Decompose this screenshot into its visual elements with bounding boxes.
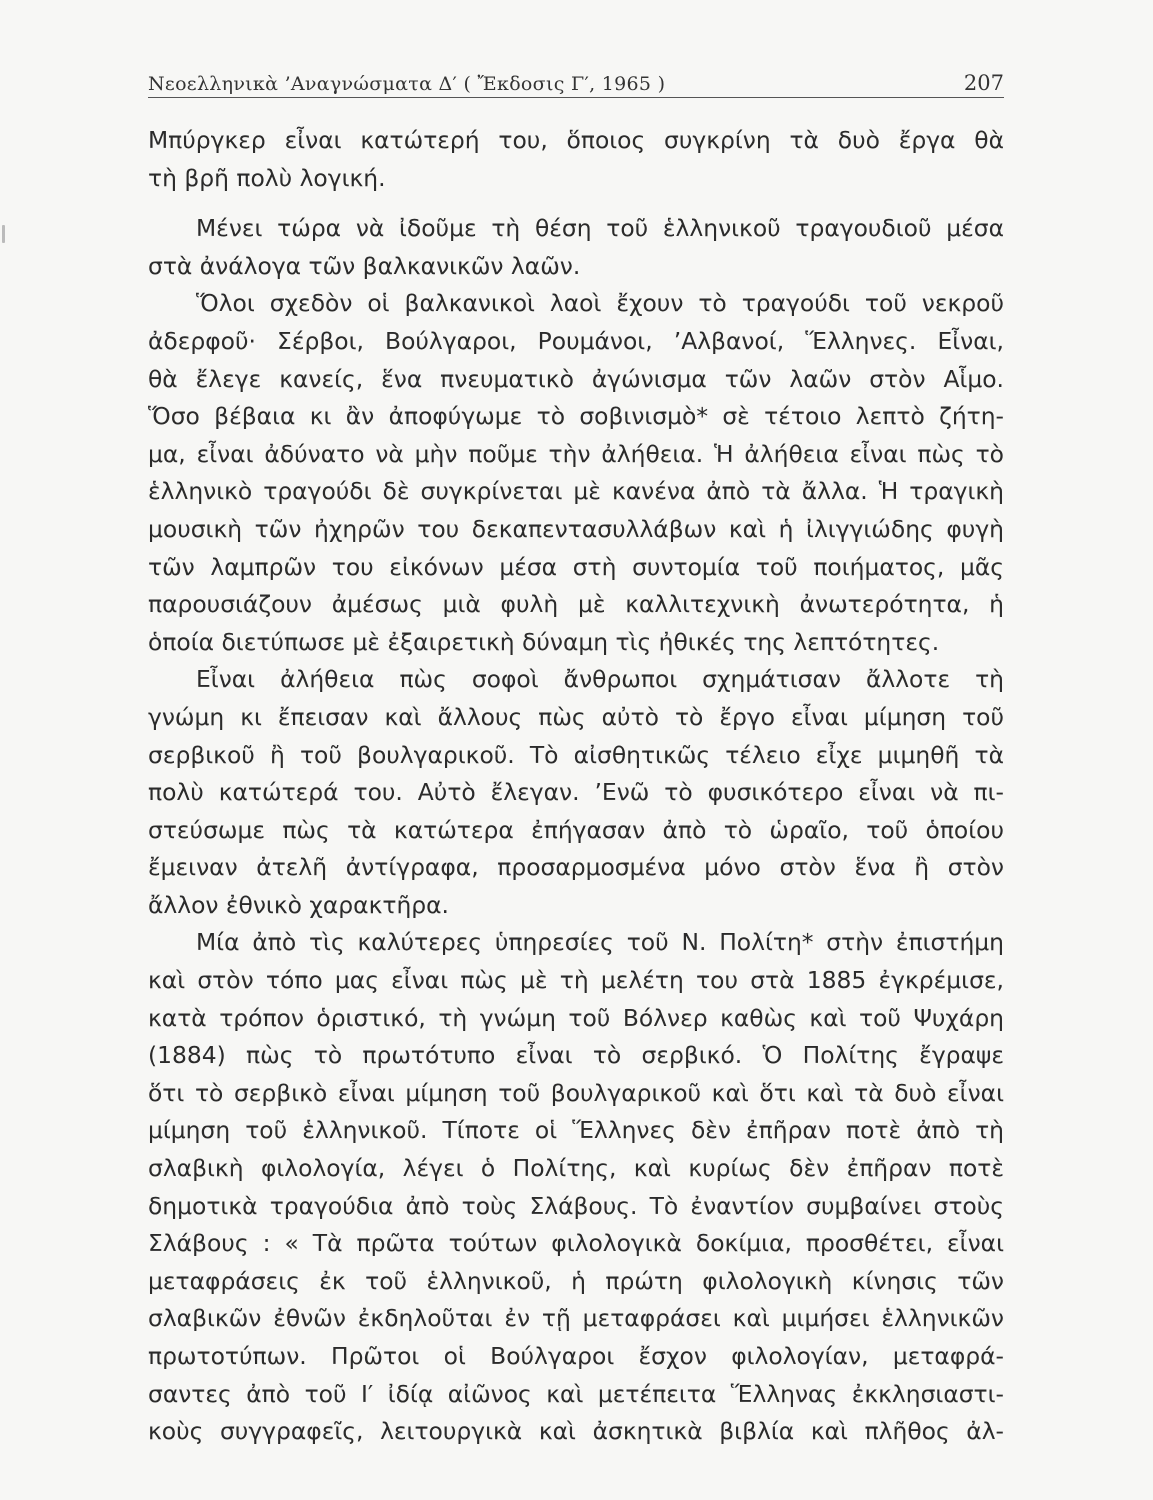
text-line: μα, εἶναι ἀδύνατο νὰ μὴν ποῦμε τὴν ἀλήθεια. Ἡ ἀλήθεια εἶναι πὼς τὸ bbox=[148, 439, 1004, 468]
text-line: σλαβικὴ φιλολογία, λέγει ὁ Πολίτης, καὶ κυρίως δὲν ἐπῆραν ποτὲ bbox=[148, 1154, 1004, 1183]
text-line: ἔμειναν ἀτελῆ ἀντίγραφα, προσαρμοσμένα μόνο στὸν ἕνα ἢ στὸν bbox=[148, 853, 1004, 882]
text-line: παρουσιάζουν ἀμέσως μιὰ φυλὴ μὲ καλλιτεχνικὴ ἀνωτερότητα, ἡ bbox=[148, 590, 1004, 619]
text-line: Μία ἀπὸ τὶς καλύτερες ὑπηρεσίες τοῦ Ν. Πολίτη* στὴν ἐπιστήμη bbox=[196, 928, 1004, 957]
text-line: ἑλληνικὸ τραγούδι δὲ συγκρίνεται μὲ κανένα ἀπὸ τὰ ἄλλα. Ἡ τραγικὴ bbox=[148, 477, 1004, 506]
text-line: Ὅσο βέβαια κι ἂν ἀποφύγωμε τὸ σοβινισμὸ* σὲ τέτοιο λεπτὸ ζήτη- bbox=[148, 402, 1004, 431]
text-line: Σλάβους : « Τὰ πρῶτα τούτων φιλολογικὰ δοκίμια, προσθέτει, εἶναι bbox=[148, 1229, 1004, 1258]
text-line: ἄλλον ἐθνικὸ χαρακτῆρα. bbox=[148, 890, 449, 919]
text-line: τὴ βρῆ πολὺ λογική. bbox=[148, 163, 386, 192]
text-line: σερβικοῦ ἢ τοῦ βουλγαρικοῦ. Τὸ αἰσθητικῶς τέλειο εἶχε μιμηθῆ τὰ bbox=[148, 740, 1004, 769]
text-line: (1884) πὼς τὸ πρωτότυπο εἶναι τὸ σερβικό. Ὁ Πολίτης ἔγραψε bbox=[148, 1041, 1004, 1070]
text-line: δημοτικὰ τραγούδια ἀπὸ τοὺς Σλάβους. Τὸ ἐναντίον συμβαίνει στοὺς bbox=[148, 1191, 1004, 1220]
text-line: κοὺς συγγραφεῖς, λειτουργικὰ καὶ ἀσκητικὰ βιβλία καὶ πλῆθος ἀλ- bbox=[148, 1417, 1004, 1446]
page-header bbox=[148, 58, 1004, 98]
text-line: σαντες ἀπὸ τοῦ Ι′ ἰδίᾳ αἰῶνος καὶ μετέπειτα Ἕλληνας ἐκκλησιαστι- bbox=[148, 1379, 1004, 1408]
running-title: Νεοελληνικὰ ’Αναγνώσματα Δ′ ( Ἔκδοσις Γ′, 1965 ) bbox=[148, 73, 666, 95]
text-line: ἀδερφοῦ· Σέρβοι, Βούλγαροι, Ρουμάνοι, ’Αλβανοί, Ἕλληνες. Εἶναι, bbox=[148, 326, 1004, 355]
text-line: πολὺ κατώτερά του. Αὐτὸ ἔλεγαν. ’Ενῶ τὸ φυσικότερο εἶναι νὰ πι- bbox=[148, 778, 1004, 807]
text-line: Εἶναι ἀλήθεια πὼς σοφοὶ ἄνθρωποι σχημάτισαν ἄλλοτε τὴ bbox=[196, 665, 1004, 694]
text-line: Μπύργκερ εἶναι κατώτερή του, ὅποιος συγκρίνη τὰ δυὸ ἔργα θὰ bbox=[148, 126, 1004, 154]
text-line: γνώμη κι ἔπεισαν καὶ ἄλλους πὼς αὐτὸ τὸ ἔργο εἶναι μίμηση τοῦ bbox=[148, 702, 1004, 731]
text-line: Μένει τώρα νὰ ἰδοῦμε τὴ θέση τοῦ ἑλληνικοῦ τραγουδιοῦ μέσα bbox=[196, 214, 1004, 243]
text-line: τῶν λαμπρῶν του εἰκόνων μέσα στὴ συντομία τοῦ ποιήματος, μᾶς bbox=[148, 552, 1004, 581]
text-line: σλαβικῶν ἐθνῶν ἐκδηλοῦται ἐν τῇ μεταφράσει καὶ μιμήσει ἑλληνικῶν bbox=[148, 1304, 1004, 1333]
page-number: 207 bbox=[963, 71, 1004, 95]
body-text bbox=[148, 122, 1004, 1451]
text-line: ὁποία διετύπωσε μὲ ἐξαιρετικὴ δύναμη τὶς ἠθικές της λεπτότητες. bbox=[148, 627, 940, 656]
text-line: μουσικὴ τῶν ἠχηρῶν του δεκαπεντασυλλάβων καὶ ἡ ἰλιγγιώδης φυγὴ bbox=[148, 514, 1004, 543]
text-line: μεταφράσεις ἐκ τοῦ ἑλληνικοῦ, ἡ πρώτη φιλολογικὴ κίνησις τῶν bbox=[148, 1266, 1004, 1295]
text-line: πρωτοτύπων. Πρῶτοι οἱ Βούλγαροι ἔσχον φιλολογίαν, μεταφρά- bbox=[148, 1342, 1004, 1370]
text-line: μίμηση τοῦ ἑλληνικοῦ. Τίποτε οἱ Ἕλληνες δὲν ἐπῆραν ποτὲ ἀπὸ τὴ bbox=[148, 1116, 1004, 1145]
text-line: στεύσωμε πὼς τὰ κατώτερα ἐπήγασαν ἀπὸ τὸ ὡραῖο, τοῦ ὁποίου bbox=[148, 815, 1004, 844]
text-line: κατὰ τρόπον ὁριστικό, τὴ γνώμη τοῦ Βόλνερ καθὼς καὶ τοῦ Ψυχάρη bbox=[148, 1003, 1004, 1032]
text-line: θὰ ἔλεγε κανείς, ἕνα πνευματικὸ ἀγώνισμα τῶν λαῶν στὸν Αἷμο. bbox=[148, 364, 1004, 393]
text-line: Ὅλοι σχεδὸν οἱ βαλκανικοὶ λαοὶ ἔχουν τὸ τραγούδι τοῦ νεκροῦ bbox=[196, 289, 1004, 318]
text-line: ὅτι τὸ σερβικὸ εἶναι μίμηση τοῦ βουλγαρικοῦ καὶ ὅτι καὶ τὰ δυὸ εἶναι bbox=[148, 1078, 1004, 1107]
text-line: στὰ ἀνάλογα τῶν βαλκανικῶν λαῶν. bbox=[148, 251, 581, 280]
text-line: καὶ στὸν τόπο μας εἶναι πὼς μὲ τὴ μελέτη του στὰ 1885 ἐγκρέμισε, bbox=[148, 966, 1004, 995]
scan-margin-mark bbox=[2, 225, 5, 243]
